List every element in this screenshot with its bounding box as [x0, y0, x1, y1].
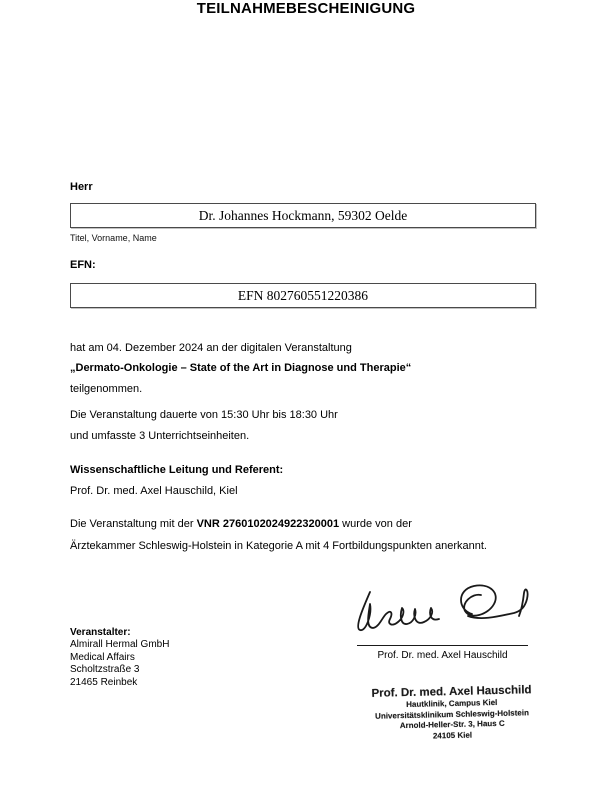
organizer-company: Almirall Hermal GmbH [70, 639, 170, 651]
efn-box [70, 283, 536, 308]
organizer-block [70, 627, 270, 689]
name-hint-label: Titel, Vorname, Name [70, 233, 157, 243]
organizer-street: Scholtzstraße 3 [70, 664, 140, 676]
document-title: TEILNAHMEBESCHEINIGUNG [196, 0, 416, 17]
participant-name-value: Dr. Johannes Hockmann, 59302 Oelde [198, 207, 408, 223]
intro-line: hat am 04. Dezember 2024 an der digitalen Veranstaltung [70, 342, 352, 354]
organizer-heading: Veranstalter: [70, 627, 131, 638]
stamp-name: Prof. Dr. med. Axel Hauschild [371, 684, 532, 700]
leader-name: Prof. Dr. med. Axel Hauschild, Kiel [70, 485, 238, 497]
participant-name-box [70, 203, 536, 228]
organizer-city: 21465 Reinbek [70, 676, 138, 688]
vnr-line [70, 517, 550, 531]
units-line: und umfasste 3 Unterrichtseinheiten. [70, 430, 250, 442]
stamp-city: 24105 Kiel [432, 730, 473, 741]
organizer-department: Medical Affairs [70, 651, 135, 663]
address-stamp [349, 684, 554, 744]
stamp-hospital: Universitätsklinikum Schleswig-Holstein [375, 707, 529, 721]
vnr-suffix: wurde von der [339, 518, 412, 530]
efn-label: EFN: [70, 259, 96, 271]
leader-heading: Wissenschaftliche Leitung und Referent: [70, 464, 284, 476]
signature-line [357, 645, 528, 646]
duration-line: Die Veranstaltung dauerte von 15:30 Uhr bis 18:30 Uhr [70, 409, 338, 421]
stamp-street: Arnold-Heller-Str. 3, Haus C [399, 718, 505, 731]
accreditation-line: Ärztekammer Schleswig-Holstein in Kategorie A mit 4 Fortbildungspunkten anerkannt. [70, 540, 487, 552]
vnr-prefix: Die Veranstaltung mit der [70, 518, 197, 530]
signature-image [348, 578, 540, 642]
participated-line: teilgenommen. [70, 383, 143, 395]
event-title: „Dermato-Onkologie – State of the Art in Diagnose und Therapie“ [70, 362, 412, 374]
stamp-clinic: Hautklinik, Campus Kiel [406, 697, 498, 710]
salutation-label: Herr [70, 181, 93, 193]
efn-value: EFN 802760551220386 [237, 287, 369, 303]
vnr-number: VNR 2760102024922320001 [196, 518, 340, 530]
signer-name: Prof. Dr. med. Axel Hauschild [377, 650, 508, 661]
